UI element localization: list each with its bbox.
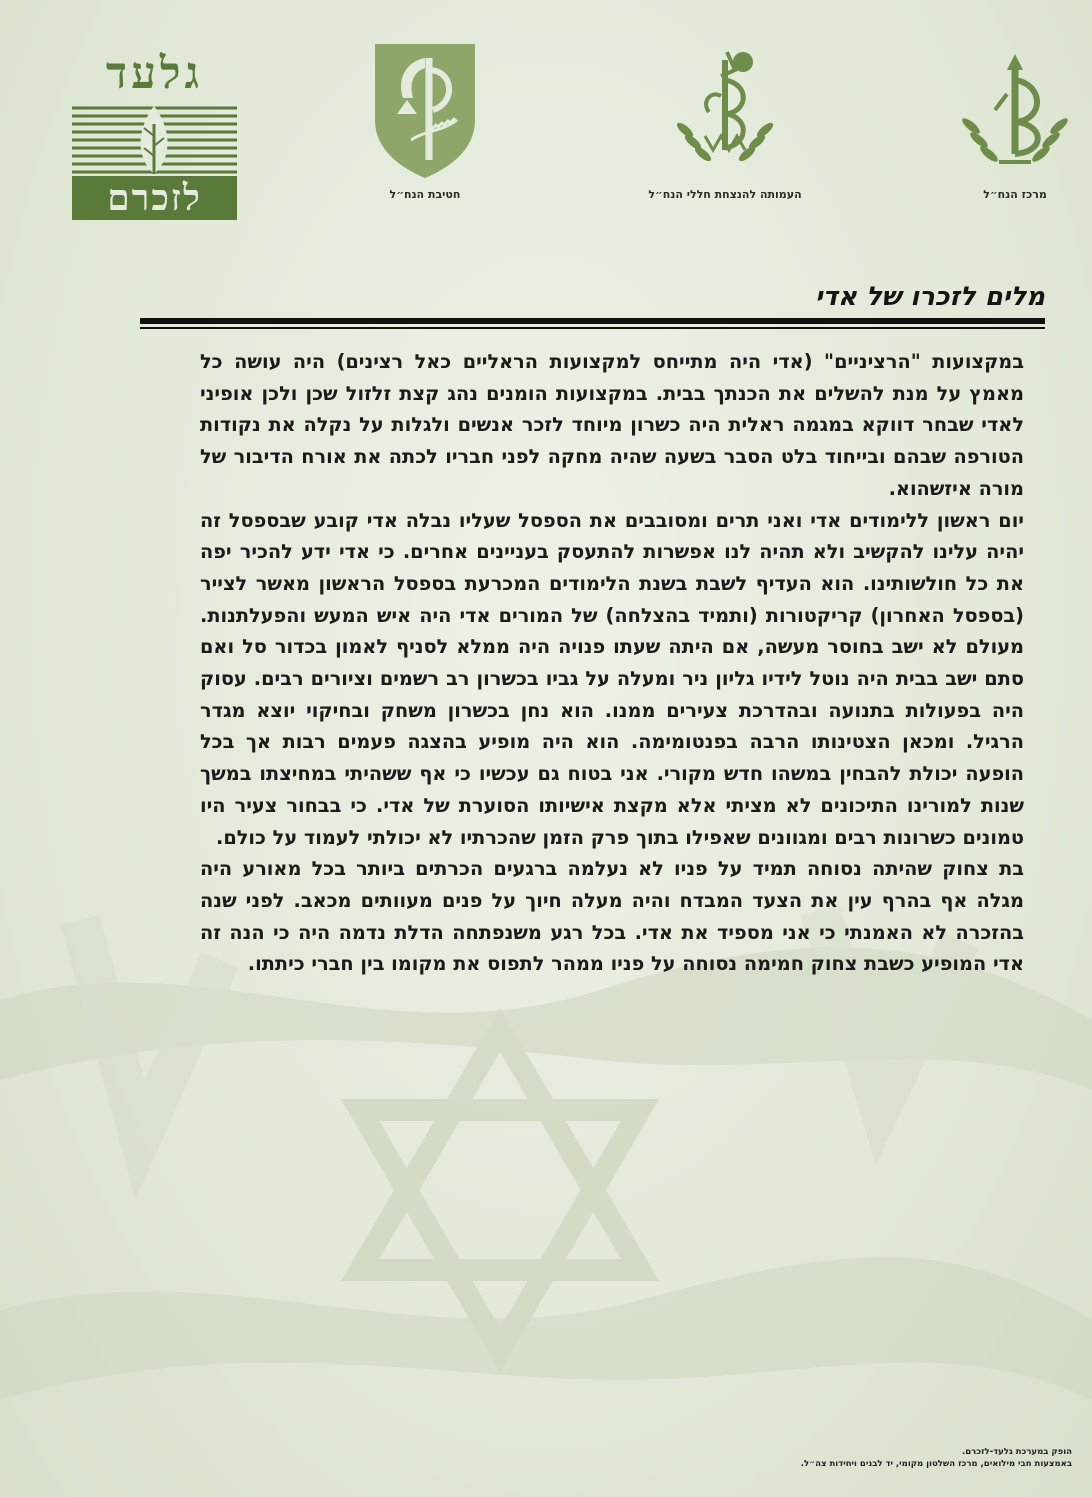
page-title: מלים לזכרו של אדי bbox=[815, 282, 1045, 312]
galed-logo-top-text: גלעד bbox=[105, 48, 204, 99]
title-rule-thick bbox=[140, 318, 1045, 324]
title-area bbox=[140, 282, 1045, 332]
merkaz-nahal-caption: מרכז הנח״ל bbox=[983, 188, 1047, 201]
nahal-center-emblem-icon bbox=[955, 50, 1075, 180]
shield-emblem-icon bbox=[371, 40, 479, 180]
hativa-nahal-caption: חטיבת הנח״ל bbox=[389, 188, 461, 201]
amuta-nahal-caption: העמותה להנצחת חללי הנח״ל bbox=[648, 188, 802, 201]
title-rule-thin bbox=[140, 327, 1045, 329]
footer-note bbox=[732, 1446, 1072, 1470]
amuta-nahal-logo bbox=[620, 40, 830, 201]
paragraph-3: בת צחוק שהיתה נסוחה תמיד על פניו לא נעלמה ברגעים הכרתים ביותר בכל מאורע היה מגלה אף בהרף עין את הצעד המבדח והיה מעלה חיוך על פנים מעוותים מכאב. לפני שנה בהזכרה לא האמנתי כי אני מספיד את אדי. בכל רגע משנפתחה הדלת נדמה היה כי הנה זה אדי המופיע כשבת צחוק חמימה נסוחה על פניו ממהר לתפוס את מקומו בין חברי כיתתו. bbox=[200, 857, 1024, 976]
memorial-text bbox=[200, 346, 1024, 980]
galed-logo-bottom-text: לזכרם bbox=[72, 176, 237, 220]
paragraph-2: יום ראשון ללימודים אדי ואני תרים ומסובבים את הספסל שעליו נבלה אדי קובע שבספסל זה יהיה עלינו להקשיב ולא תהיה לנו אפשרות להתעסק בעניינים אחרים. כי אדי ידע להכיר יפה את כל חולשותינו. הוא העדיף לשבת בשנת הלימודים המכרעת בספסל הראשון מאשר לצייר (בספסל האחרון) קריקטורות (ותמיד בהצלחה) של המורים אדי היה איש המעש והפעלתנות. מעולם לא ישב בחוסר מעשה, אם היתה שעתו פנויה היה ממלא לסניף לאמון בכדור סל ואם סתם ישב בבית היה נוטל לידיו גליון ניר ומעלה על גביו בכשרון רב רשמים וציורים רבים. עסוק היה בפעולות בתנועה ובהדרכת צעירים ממנו. הוא נחן בכשרון משחק ובחיקוי יוצא מגדר הרגיל. ומכאן הצטינותו הרבה בפנטומימה. הוא היה מופיע בהצגה פעמים רבות אך בכל הופעה יכולת להבחין במשהו חדש מקורי. אני בטוח גם עכשיו כי אף ששהיתי במחיצתו במשך שנות למורינו התיכונים לא מציתי אלא מקצת אישיותו הסוערת של אדי. כי בבחור צעיר היו טמונים כשרונות רבים ומגוונים שאפילו בתוך פרק הזמן שהכרתיו לא יכולתי לעמוד על כולם. bbox=[200, 508, 1024, 849]
footer-line-1: הופק במערכת גלעד-לזכרם. bbox=[961, 1447, 1072, 1457]
nahal-emblem-icon bbox=[665, 40, 785, 180]
merkaz-nahal-logo bbox=[940, 50, 1090, 201]
hativa-nahal-logo bbox=[360, 40, 490, 201]
galed-lines-icon bbox=[72, 104, 237, 174]
footer-line-2: באמצעות חבי מילואים, מרכז השלטון מקומי, יד לבנים ויחידות צה״ל. bbox=[800, 1459, 1072, 1469]
logo-row bbox=[0, 40, 1092, 230]
galed-logo bbox=[72, 48, 237, 220]
paragraph-1: במקצועות "הרציניים" (אדי היה מתייחס למקצועות הראליים כאל רצינים) היה עושה כל מאמץ על מנת להשלים את הכנתך בבית. במקצועות הומנים נהג קצת זלזול שכן ולכן אופיני לאדי שבחר דווקא במגמה ראלית היה כשרון מיוחד לזכר אנשים ולגלות על נקלה את נקודות הטורפה שבהם ובייחוד בלט הסבר בשעה שהיה מחקה לפני חבריו לכתה את אורח הדיבור של מורה איזשהוא. bbox=[200, 350, 1024, 500]
